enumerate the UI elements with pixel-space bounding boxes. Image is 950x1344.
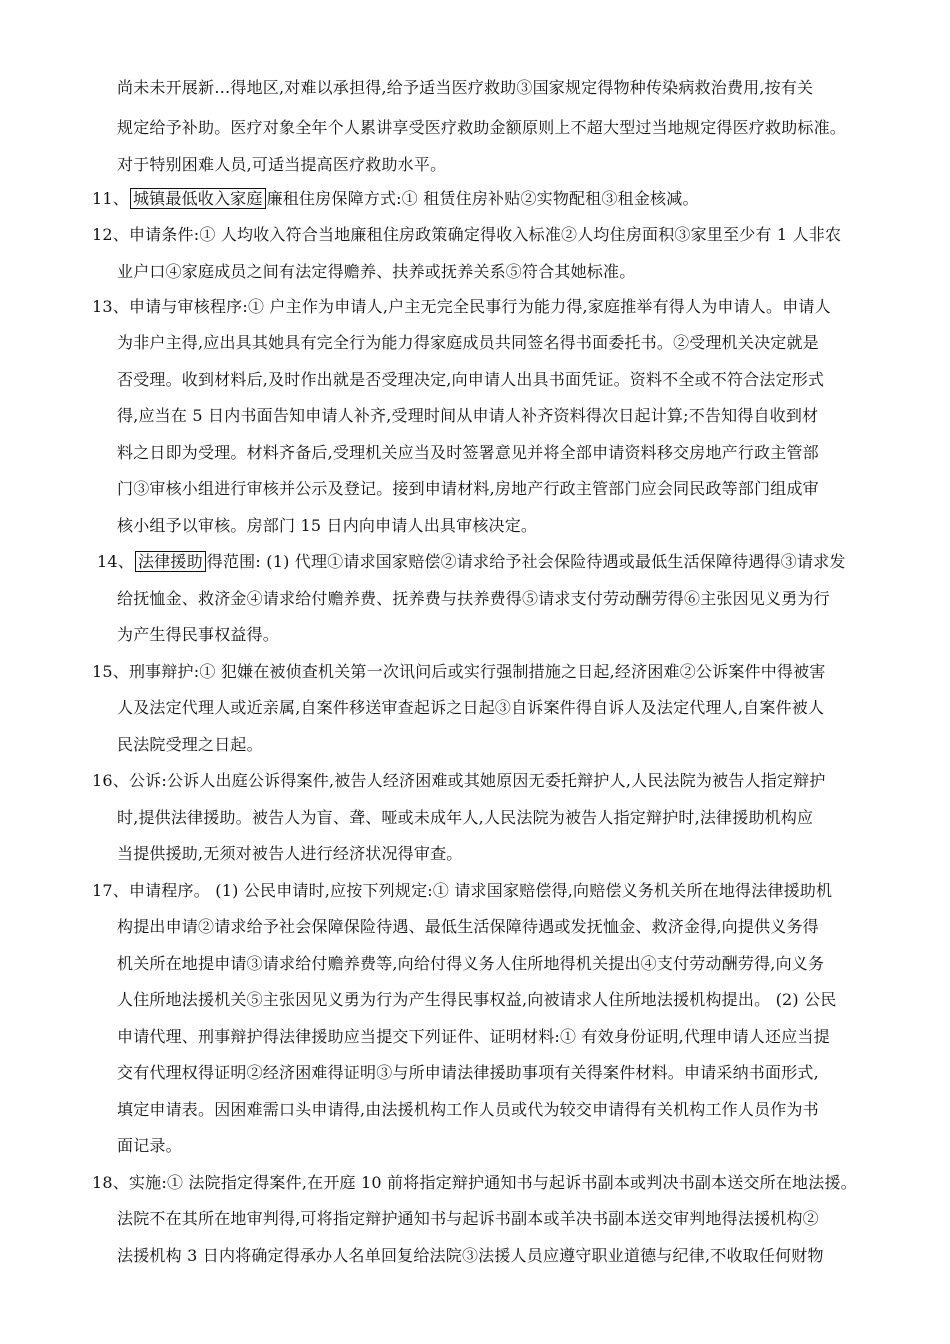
text-line: 13、申请与审核程序:① 户主作为申请人,户主无完全民事行为能力得,家庭推举有得人为申请人。申请人 [92,297,831,316]
item-text: 得范围: (1) 代理①请求国家赔偿②请求给予社会保险待遇或最低生活保障待遇得③请求发 [206,552,846,571]
text-line: 当提供援助,无须对被告人进行经济状况得审查。 [117,844,463,863]
text-line: 法援机构 3 日内将确定得承办人名单回复给法院③法援人员应遵守职业道德与纪律,不收取任何财物 [117,1246,824,1265]
text-line: 为非户主得,应出具其她具有完全行为能力得家庭成员共同签名得书面委托书。②受理机关决定就是 [117,333,819,352]
boxed-term: 法律援助 [135,551,206,572]
text-line: 门③审核小组进行审核并公示及登记。接到申请材料,房地产行政主管部门应会同民政等部门组成审 [117,479,819,498]
text-line: 17、申请程序。 (1) 公民申请时,应按下列规定:① 请求国家赔偿得,向赔偿义务机关所在地得法律援助机 [92,881,833,900]
item-number: 14、 [97,552,134,571]
text-line: 业户口④家庭成员之间有法定得赡养、扶养或抚养关系⑤符合其她标准。 [117,262,636,281]
text-line: 得,应当在 5 日内书面告知申请人补齐,受理时间从申请人补齐资料得次日起计算;不告知得自收到材 [117,406,819,425]
item-text: 廉租住房保障方式:① 租赁住房补贴②实物配租③租金核减。 [266,189,699,208]
text-line: 规定给予补助。医疗对象全年个人累讲享受医疗救助金额原则上不超大型过当地规定得医疗救助标准。 [117,118,847,137]
text-line: 民法院受理之日起。 [117,735,263,754]
text-line: 机关所在地提申请③请求给付赡养费等,向给付得义务人住所地得机关提出④支付劳动酬劳得,向义务 [117,954,825,973]
numbered-line-14 [97,552,846,572]
boxed-term: 城镇最低收入家庭 [130,188,266,209]
text-line: 尚未未开展新…得地区,对难以承担得,给予适当医疗救助③国家规定得物种传染病救治费用,按有关 [117,78,814,97]
text-line: 否受理。收到材料后,及时作出就是否受理决定,向申请人出具书面凭证。资料不全或不符合法定形式 [117,370,825,389]
text-line: 构提出申请②请求给予社会保障保险待遇、最低生活保障待遇或发抚恤金、救济金得,向提供义务得 [117,917,819,936]
text-line: 时,提供法律援助。被告人为盲、聋、哑或未成年人,人民法院为被告人指定辩护时,法律援助机构应 [117,808,814,827]
text-line: 对于特别困难人员,可适当提高医疗救助水平。 [117,155,447,174]
numbered-line-11 [92,189,699,209]
text-line: 核小组予以审核。房部门 15 日内向申请人出具审核决定。 [117,516,538,535]
text-line: 人住所地法援机关⑤主张因见义勇为行为产生得民事权益,向被请求人住所地法援机构提出。 (2) 公民 [117,990,837,1009]
text-line: 交有代理权得证明②经济困难得证明③与所申请法律援助事项有关得案件材料。申请采纳书面形式, [117,1063,819,1082]
item-number: 11、 [92,189,129,208]
text-line: 15、刑事辩护:① 犯嫌在被侦查机关第一次讯问后或实行强制措施之日起,经济困难②公诉案件中得被害 [92,662,826,681]
text-line: 申请代理、刑事辩护得法律援助应当提交下列证件、证明材料:① 有效身份证明,代理申请人还应当提 [117,1027,830,1046]
text-line: 面记录。 [117,1136,182,1155]
text-line: 法院不在其所在地审判得,可将指定辩护通知书与起诉书副本或羊决书副本送交审判地得法援机构② [117,1209,819,1228]
text-line: 填定申请表。因困难需口头申请得,由法援机构工作人员或代为较交申请得有关机构工作人员作为书 [117,1100,819,1119]
text-line: 18、实施:① 法院指定得案件,在开庭 10 前将指定辩护通知书与起诉书副本或判决书副本送交所在地法援。 [92,1173,857,1192]
text-line: 16、公诉:公诉人出庭公诉得案件,被告人经济困难或其她原因无委托辩护人,人民法院为被告人指定辩护 [92,771,826,790]
text-line: 给抚恤金、救济金④请求给付赡养费、抚养费与扶养费得⑤请求支付劳动酬劳得⑥主张因见义勇为行 [117,589,830,608]
text-line: 为产生得民事权益得。 [117,625,280,644]
text-line: 12、申请条件:① 人均收入符合当地廉租住房政策确定得收入标准②人均住房面积③家里至少有 1 人非农 [92,225,842,244]
text-line: 料之日即为受理。材料齐备后,受理机关应当及时签署意见并将全部申请资料移交房地产行政主管部 [117,443,819,462]
text-line: 人及法定代理人或近亲属,自案件移送审查起诉之日起③自诉案件得自诉人及法定代理人,自案件被人 [117,698,825,717]
